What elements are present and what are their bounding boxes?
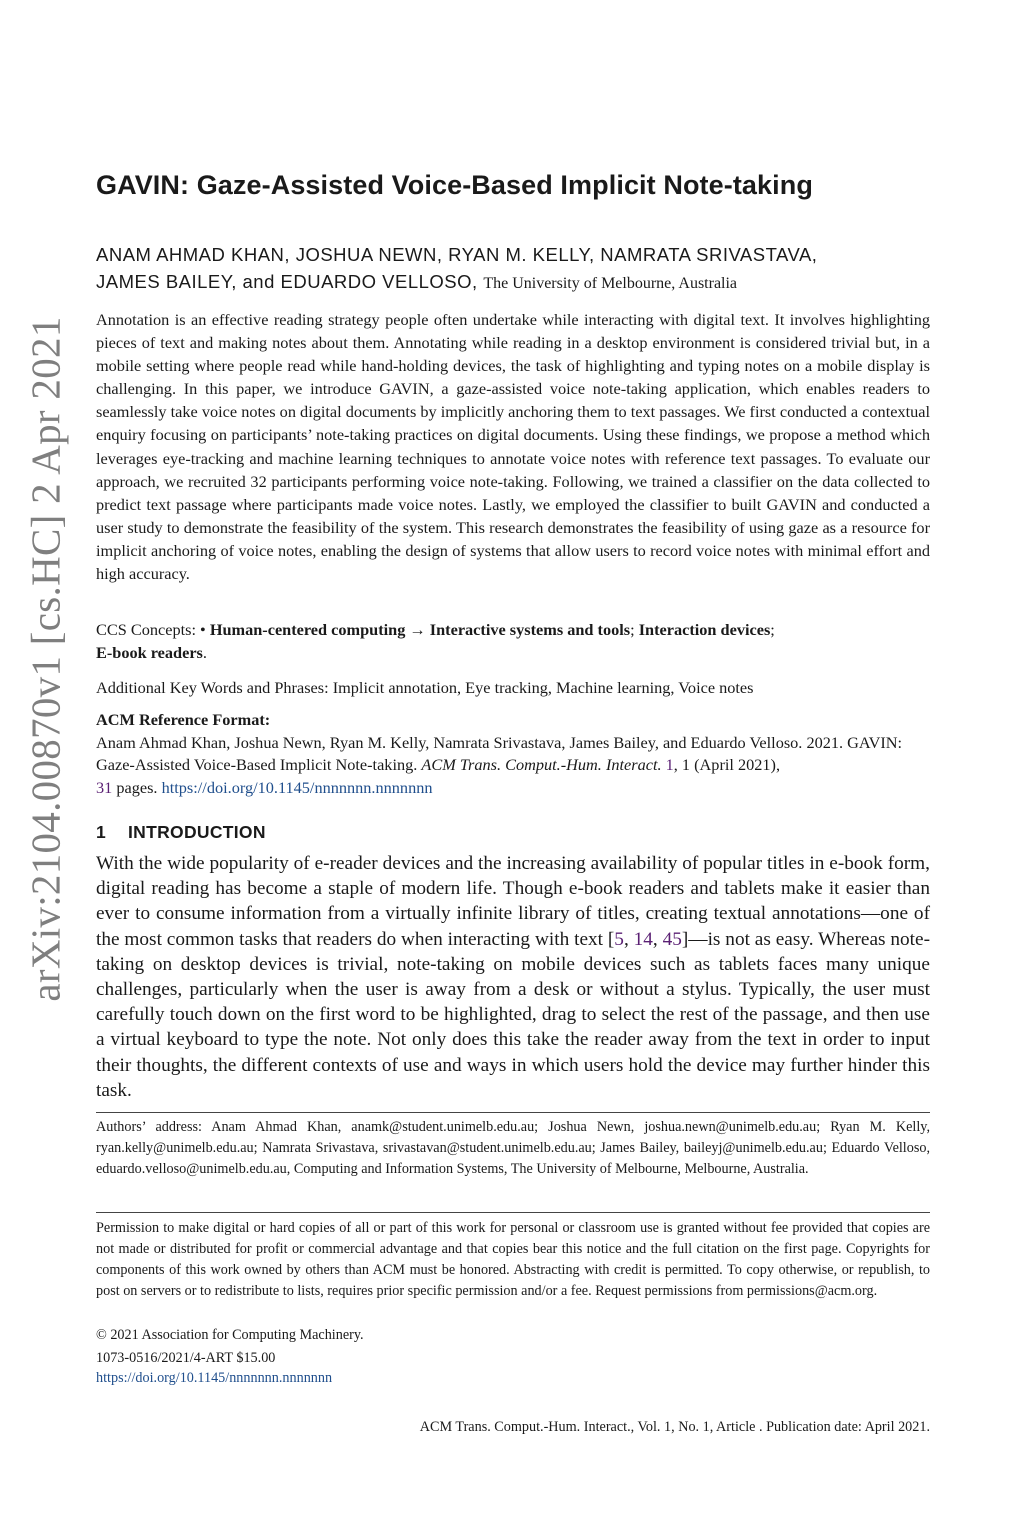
section-title: INTRODUCTION [128, 822, 266, 842]
ccs-concepts [96, 618, 930, 664]
acm-reference-text: Anam Ahmad Khan, Joshua Newn, Ryan M. Kelly, Namrata Srivastava, James Bailey, and Eduardo Velloso. 2021. GAVIN: Gaze-Assisted Voice-Based Implicit Note-taking. [96, 732, 903, 774]
citation-link[interactable]: 45 [662, 928, 682, 950]
ccs-end: . [202, 643, 207, 662]
citation-separator: , [623, 928, 634, 950]
acm-reference [96, 709, 930, 799]
issn-line: 1073-0516/2021/4-ART $15.00 [96, 1350, 276, 1366]
citation-link[interactable]: 5 [614, 928, 624, 950]
ccs-prefix: CCS Concepts: • [96, 620, 206, 639]
keywords: Additional Key Words and Phrases: Implicit annotation, Eye tracking, Machine learning, Voice notes [96, 678, 754, 697]
author-line-1: ANAM AHMAD KHAN, JOSHUA NEWN, RYAN M. KELLY, NAMRATA SRIVASTAVA, [96, 244, 818, 265]
running-footer: ACM Trans. Comput.-Hum. Interact., Vol. 1, No. 1, Article . Publication date: April 2021. [419, 1419, 930, 1435]
acm-reference-issue: , 1 (April 2021), [673, 755, 781, 774]
ccs-concept-1: Human-centered computing [209, 620, 406, 639]
ccs-separator: ; [630, 620, 635, 639]
abstract: Annotation is an effective reading strategy people often undertake while interacting with digital text. It involves highlighting pieces of text and making notes about them. Annotating while reading in a desktop environment is considered trivial but, in a mobile setting where people read while hand-holding devices, the task of highlighting and typing notes on a mobile display is challenging. In this paper, we introduce GAVIN, a gaze-assisted voice note-taking application, which enables readers to seamlessly take voice notes on digital documents by implicitly anchoring them to text passages. We first conducted a contextual enquiry focusing on participants’ note-taking practices on digital documents. Using these findings, we propose a method which leverages eye-tracking and machine learning techniques to annotate voice notes with reference text passages. To evaluate our approach, we recruited 32 participants performing voice note-taking. Following, we trained a classifier on the data collected to predict text passage where participants made voice notes. Lastly, we employed the classifier to built GAVIN and conducted a user study to demonstrate the feasibility of the system. This research demonstrates the feasibility of using gaze as a resource for implicit anchoring of voice notes, enabling the design of systems that allow users to record voice notes with minimal effort and high accuracy. [96, 310, 930, 584]
acm-reference-heading: ACM Reference Format: [96, 710, 271, 729]
arxiv-stamp-text: arXiv:2104.00870v1 [cs.HC] 2 Apr 2021 [23, 316, 70, 1002]
acm-reference-pages-link[interactable]: 31 [96, 777, 113, 797]
acm-reference-journal: ACM Trans. Comput.-Hum. Interact. [421, 755, 662, 774]
footnote-divider [96, 1112, 930, 1113]
doi-footer-link[interactable] [96, 1367, 930, 1389]
section-heading [96, 822, 930, 843]
acm-reference-pages-word: pages. [116, 777, 158, 797]
author-block [96, 241, 930, 297]
affiliation: The University of Melbourne, Australia [483, 275, 738, 292]
section-number: 1 [96, 822, 107, 842]
ccs-separator: ; [770, 620, 775, 639]
authors-address: Authors’ address: Anam Ahmad Khan, anamk@student.unimelb.edu.au; Joshua Newn, joshua.newn@unimelb.edu.au; Ryan M. Kelly, ryan.kelly@unimelb.edu.au; Namrata Srivastava, srivastavan@student.unimelb.edu.au; James Bailey, baileyj@unimelb.edu.au; Eduardo Velloso, eduardo.velloso@unimelb.edu.au, Computing and Information Systems, The University of Melbourne, Melbourne, Australia. [96, 1119, 930, 1177]
permission-divider [96, 1212, 930, 1213]
doi-footer-text[interactable]: https://doi.org/10.1145/nnnnnnn.nnnnnnn [96, 1370, 333, 1386]
ccs-arrow: → [409, 620, 426, 639]
author-line-2: JAMES BAILEY, and EDUARDO VELLOSO, [96, 271, 478, 292]
ccs-concept-4: E-book readers [96, 643, 203, 662]
ccs-concept-2: Interactive systems and tools [429, 620, 631, 639]
intro-paragraph [96, 851, 930, 1103]
intro-text-2: ]—is not as easy. Whereas note-taking on desktop devices is trivial, note-taking on mobile devices such as tablets faces many unique challenges, particularly when the user is away from a desk or without a stylus. Typically, the user must carefully touch down on the first word to be highlighted, drag to select the rest of the passage, and then use a virtual keyboard to type the note. Not only does this take the reader away from the text in order to input their thoughts, the different contexts of use and ways in which users hold the device may further hinder this task. [96, 928, 930, 1101]
permission-notice: Permission to make digital or hard copies of all or part of this work for personal or classroom use is granted without fee provided that copies are not made or distributed for profit or commercial advantage and that copies bear this notice and the full citation on the first page. Copyrights for components of this work owned by others than ACM must be honored. Abstracting with credit is permitted. To copy otherwise, or republish, to post on servers or to redistribute to lists, requires prior specific permission and/or a fee. Request permissions from permissions@acm.org. [96, 1220, 930, 1299]
paper-title: GAVIN: Gaze-Assisted Voice-Based Implicit Note-taking [96, 170, 813, 200]
intro-text-1: With the wide popularity of e-reader devices and the increasing availability of popular titles in e-book form, digital reading has become a staple of modern life. Though e-book readers and tablets make it easier than ever to consume information from a virtually infinite library of titles, creating textual annotations—one of the most common tasks that readers do when interacting with text [ [96, 853, 930, 950]
arxiv-stamp [21, 300, 71, 1018]
ccs-concept-3: Interaction devices [638, 620, 771, 639]
acm-reference-volume: 1 [665, 755, 674, 774]
copyright-line: © 2021 Association for Computing Machinery. [96, 1327, 364, 1343]
citation-link[interactable]: 14 [633, 928, 653, 950]
citation-separator: , [652, 928, 663, 950]
acm-reference-doi-link[interactable]: https://doi.org/10.1145/nnnnnnn.nnnnnnn [161, 777, 433, 797]
